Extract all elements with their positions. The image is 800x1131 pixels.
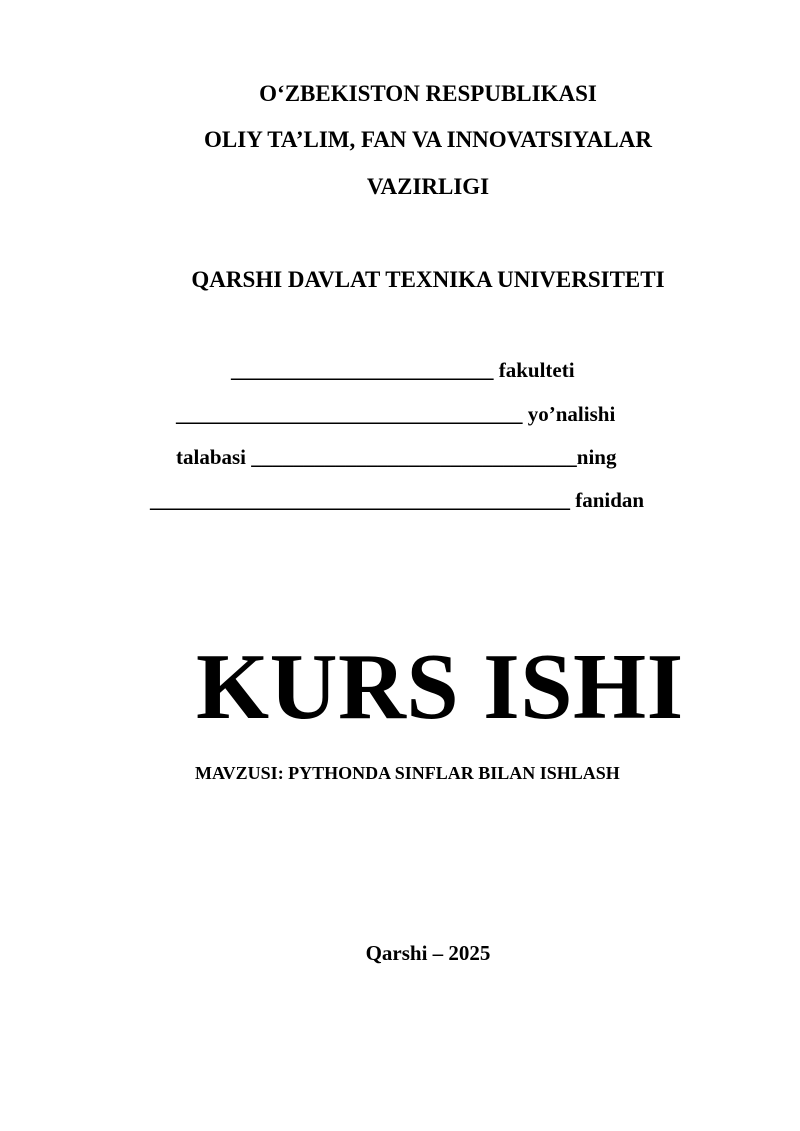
university-name: QARSHI DAVLAT TEXNIKA UNIVERSITETI — [191, 267, 665, 292]
student-field: talabasi _______________________________ning — [176, 445, 617, 469]
ministry-country: O‘ZBEKISTON RESPUBLIKASI — [259, 81, 597, 106]
faculty-field: _________________________ fakulteti — [231, 358, 575, 382]
ministry-name: OLIY TA’LIM, FAN VA INNOVATSIYALAR — [204, 127, 652, 152]
city-year: Qarshi – 2025 — [365, 941, 491, 965]
ministry-suffix: VAZIRLIGI — [366, 174, 490, 199]
document-title: KURS ISHI — [196, 635, 684, 739]
direction-field: _________________________________ yo’nalishi — [176, 402, 616, 426]
subject-field: ________________________________________ fanidan — [150, 488, 645, 512]
topic-line: MAVZUSI: PYTHONDA SINFLAR BILAN ISHLASH — [195, 763, 620, 783]
